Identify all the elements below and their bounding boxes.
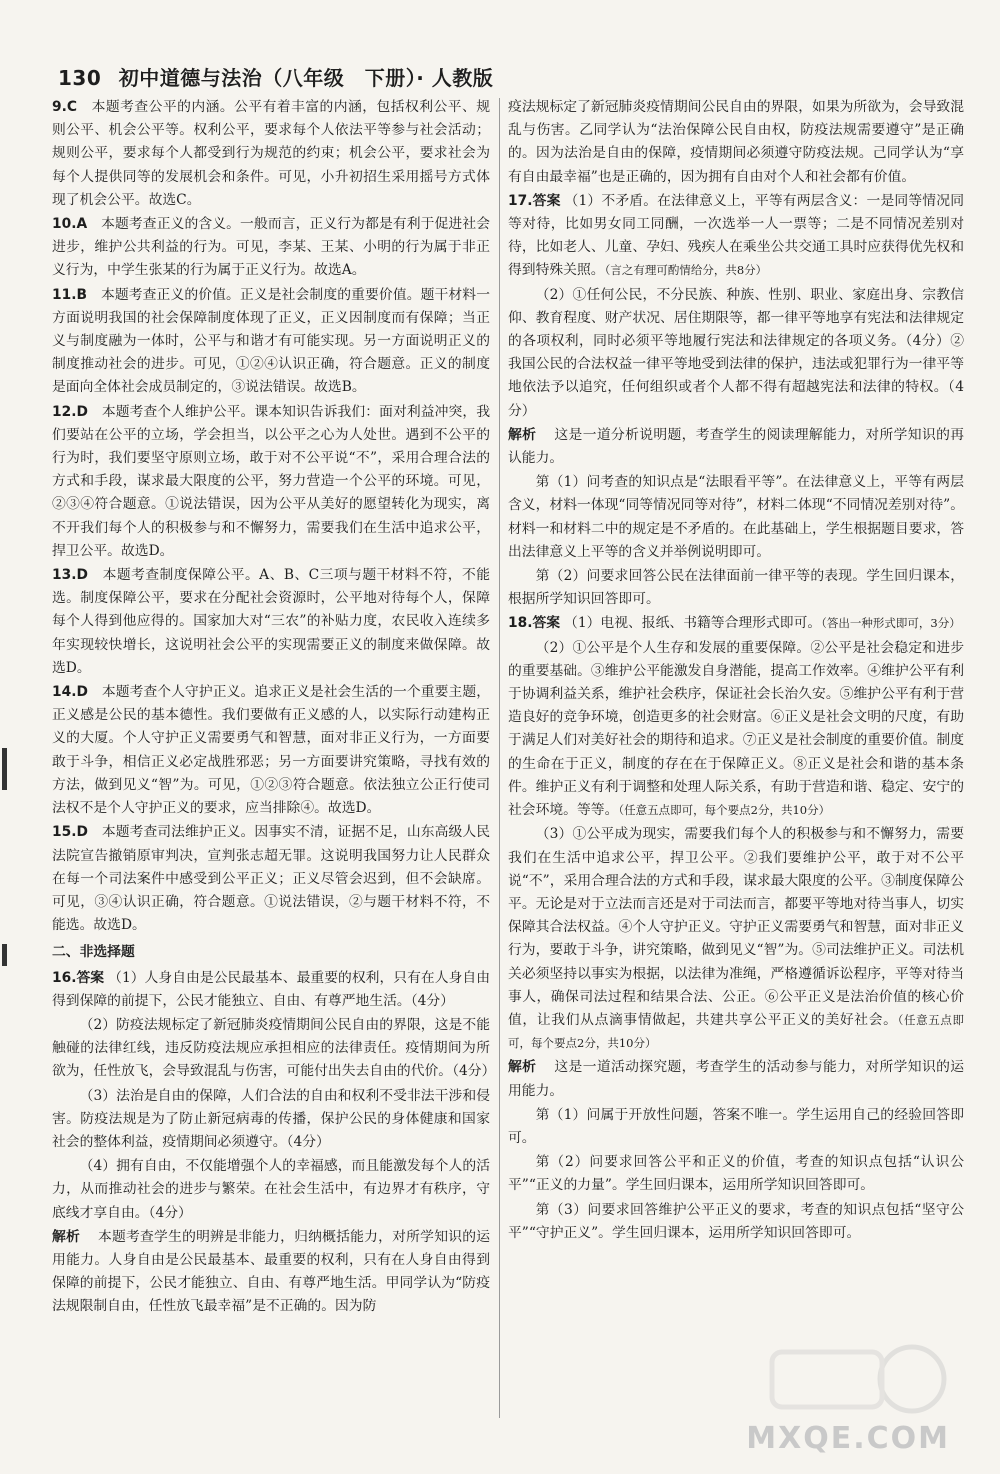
q17-answer: 17.答案 （1）不矛盾。在法律意义上，平等有两层含义：一是同等情况同等对待，比如男女同工同酬，一次选举一人一票等；二是不同情况差别对待，比如老人、儿童、孕妇、残疾人在乘坐公共交通工具时应获得优先权和得到特殊关照。（言之有理可酌情给分，共8分） <box>508 192 965 279</box>
answer-item: 10.A 本题考查正义的含义。一般而言，正义行为都是有利于促进社会进步，维护公共利益的行为。可见，李某、王某、小明的行为属于非正义行为，中学生张某的行为属于正义行为。故选A。 <box>52 216 491 279</box>
q18-part2: （2）①公平是个人生存和发展的重要保障。②公平是社会稳定和进步的重要基础。③维护公平能激发自身潜能，提高工作效率。④维护公平有利于协调利益关系，维护社会秩序，保证社会长治久安。⑤维护公平有利于营造良好的竞争环境，创造更多的社会财富。⑥正义是社会文明的尺度，有助于满足人们对美好社会的期待和追求。⑦正义是社会制度的重要价值。制度的生命在于正义，制度的存在在于保障正义。⑧正义是社会和谐的基本条件。维护正义有利于调整和处理人际关系，有助于营造和谐、稳定、安宁的社会环境。等等。（任意五点即可，每个要点2分，共10分） <box>508 639 964 819</box>
q16-answer: 16.答案 （1）人身自由是公民最基本、最重要的权利，只有在人身自由得到保障的前提下，公民才能独立、自由、有尊严地生活。（4分） <box>52 969 491 1009</box>
q18-part3: （3）①公平成为现实，需要我们每个人的积极参与和不懈努力，需要我们在生活中追求公平，捍卫公平。②我们要维护公平，敢于对不公平说“不”，采用合理合法的方式和手段，谋求最大限度的公平。③制度保障公平。无论是对于立法而言还是对于司法而言，都要平等地对待当事人，切实保障其合法权益。④个人守护正义。守护正义需要勇气和智慧，面对非正义行为，要敢于斗争，讲究策略，做到见义“智”为。⑤司法维护正义。司法机关必须坚持以事实为根据，以法律为准绳，严格遵循诉讼程序，平等对待当事人，确保司法过程和结果合法、公正。⑥公平正义是法治价值的核心价值，让我们从点滴事情做起，共建共享公平正义的美好社会。（任意五点即可，每个要点2分，共10分） <box>508 826 965 1051</box>
book-title: 初中道德与法治（八年级 下册）· 人教版 <box>118 66 494 90</box>
q18-analysis: 解析 这是一道活动探究题，考查学生的活动参与能力，对所学知识的运用能力。 <box>508 1059 965 1099</box>
answer-item: 9.C 本题考查公平的内涵。公平有着丰富的内涵，包括权利公平、规则公平、机会公平等。权利公平，要求每个人依法平等参与社会活动；规则公平，要求每个人都受到行为规范的约束；机会公平，要求社会为每个人提供同等的发展机会和条件。可见，小升初招生采用摇号方式体现了机会公平。故选C。 <box>52 99 491 208</box>
watermark-text: MXQE.COM <box>746 1421 950 1456</box>
section-title: 二、非选择题 <box>52 944 135 961</box>
answer-item: 11.B 本题考查正义的价值。正义是社会制度的重要价值。题干材料一方面说明我国的社会保障制度体现了正义，正义因制度而有保障；当正义与制度融为一体时，公平与和谐才有可能实现。另一方面说明正义的制度推动社会的进步。可见，①②④认识正确，符合题意。正义的制度是面向全体社会成员制定的，③说法错误。故选B。 <box>52 286 490 396</box>
right-column <box>508 96 964 1246</box>
q16-part4: （4）拥有自由，不仅能增强个人的幸福感，而且能激发每个人的活力，从而推动社会的进步与繁荣。在社会生活中，有边界才有秩序，守底线才享自由。（4分） <box>52 1158 490 1221</box>
q16-analysis-cont: 疫法规标定了新冠肺炎疫情期间公民自由的界限，如果为所欲为，会导致混乱与伤害。乙同学认为“法治保障公民自由权，防疫法规需要遵守”是正确的。因为法治是自由的保障，疫情期间必须遵守防疫法规。己同学认为“享有自由最幸福”也是正确的，因为拥有自由对个人和社会都有价值。 <box>508 99 964 185</box>
left-column <box>52 96 496 1320</box>
q18-answer: 18.答案 （1）电视、报纸、书籍等合理形式即可。（答出一种形式即可，3分） <box>508 615 961 632</box>
page-number: 130 <box>58 66 102 90</box>
q18-analysis-2: 第（2）问要求回答公平和正义的价值，考查的知识点包括“认识公平”“正义的力量”。学生回归课本，运用所学知识回答即可。 <box>508 1154 964 1194</box>
q16-part2: （2）防疫法规标定了新冠肺炎疫情期间公民自由的界限，这是不能触碰的法律红线，违反防疫法规应承担相应的法律责任。疫情期间为所欲为，任性放飞，会导致混乱与伤害，可能付出失去自由的代价。（4分） <box>52 1016 496 1080</box>
answer-item: 14.D 本题考查个人守护正义。追求正义是社会生活的一个重要主题，正义感是公民的基本德性。我们要做有正义感的人，以实际行动建构正义的大厦。个人守护正义需要勇气和智慧，面对非正义行为，一方面要敢于斗争，相信正义必定战胜邪恶；另一方面要讲究策略，寻找有效的方法，做到见义“智”为。可见，①②③符合题意。依法独立公正行使司法权不是个人守护正义的要求，应当排除④。故选D。 <box>52 684 491 817</box>
page-header <box>58 62 960 92</box>
q17-analysis-2: 第（2）问要求回答公民在法律面前一律平等的表现。学生回归课本，根据所学知识回答即可。 <box>508 568 964 608</box>
answer-item: 12.D 本题考查个人维护公平。课本知识告诉我们：面对利益冲突，我们要站在公平的立场，学会担当，以公平之心为人处世。遇到不公平的行为时，我们要坚守原则立场，敢于对不公平说“不”，采用合理合法的方式和手段，谋求最大限度的公平，努力营造一个公平的环境。可见，②③④符合题意。①说法错误，因为公平从美好的愿望转化为现实，离不开我们每个人的积极参与和不懈努力，需要我们在生活中追求公平，捍卫公平。故选D。 <box>52 403 491 559</box>
binding-mark <box>2 748 7 790</box>
answer-item: 13.D 本题考查制度保障公平。A、B、C三项与题干材料不符，不能选。制度保障公平，要求在分配社会资源时，公平地对待每个人，保障每个人得到他应得的。国家加大对“三农”的补贴力度，农民收入连续多年实现较快增长，这说明社会公平的实现需要正义的制度来做保障。故选D。 <box>52 567 491 676</box>
q17-part2: （2）①任何公民，不分民族、种族、性别、职业、家庭出身、宗教信仰、教育程度、财产状况、居住期限等，都一律平等地享有宪法和法律规定的各项权利，同时必须平等地履行宪法和法律规定的各项义务。（4分）②我国公民的合法权益一律平等地受到法律的保护，违法或犯罪行为一律平等地依法予以追究，任何组织或者个人都不得有超越宪法和法律的特权。（4分） <box>508 286 964 419</box>
q16-analysis: 解析 本题考查学生的明辨是非能力，归纳概括能力，对所学知识的运用能力。人身自由是公民最基本、最重要的权利，只有在人身自由得到保障的前提下，公民才能独立、自由、有尊严地生活。甲同学认为“防疫法规限制自由，任性放飞最幸福”是不正确的。因为防 <box>52 1228 491 1315</box>
answer-item: 15.D 本题考查司法维护正义。因事实不清，证据不足，山东高级人民法院宣告撤销原审判决，宣判张志超无罪。这说明我国努力让人民群众在每一个司法案件中感受到公平正义；正义尽管会迟到，但不会缺席。可见，③④认识正确，符合题意。①说法错误，②与题干材料不符，不能选。故选D。 <box>52 824 491 934</box>
q18-analysis-1: 第（1）问属于开放性问题，答案不唯一。学生运用自己的经验回答即可。 <box>508 1106 964 1146</box>
q17-analysis-1: 第（1）问考查的知识点是“法眼看平等”。在法律意义上，平等有两层含义，材料一体现“同等情况同等对待”，材料二体现“不同情况差别对待”。材料一和材料二中的规定是不矛盾的。在此基础上，学生根据题目要求，答出法律意义上平等的含义并举例说明即可。 <box>508 474 964 560</box>
q16-part3: （3）法治是自由的保障，人们合法的自由和权利不受非法干涉和侵害。防疫法规是为了防止新冠病毒的传播，保护公民的身体健康和国家社会的整体利益，疫情期间必须遵守。（4分） <box>52 1087 490 1150</box>
q17-analysis: 解析 这是一道分析说明题，考查学生的阅读理解能力，对所学知识的再认能力。 <box>508 426 965 467</box>
column-divider <box>499 98 500 1418</box>
binding-mark <box>2 944 7 966</box>
q18-analysis-3: 第（3）问要求回答维护公平正义的要求，考查的知识点包括“坚守公平”“守护正义”。学生回归课本，运用所学知识回答即可。 <box>508 1201 964 1241</box>
